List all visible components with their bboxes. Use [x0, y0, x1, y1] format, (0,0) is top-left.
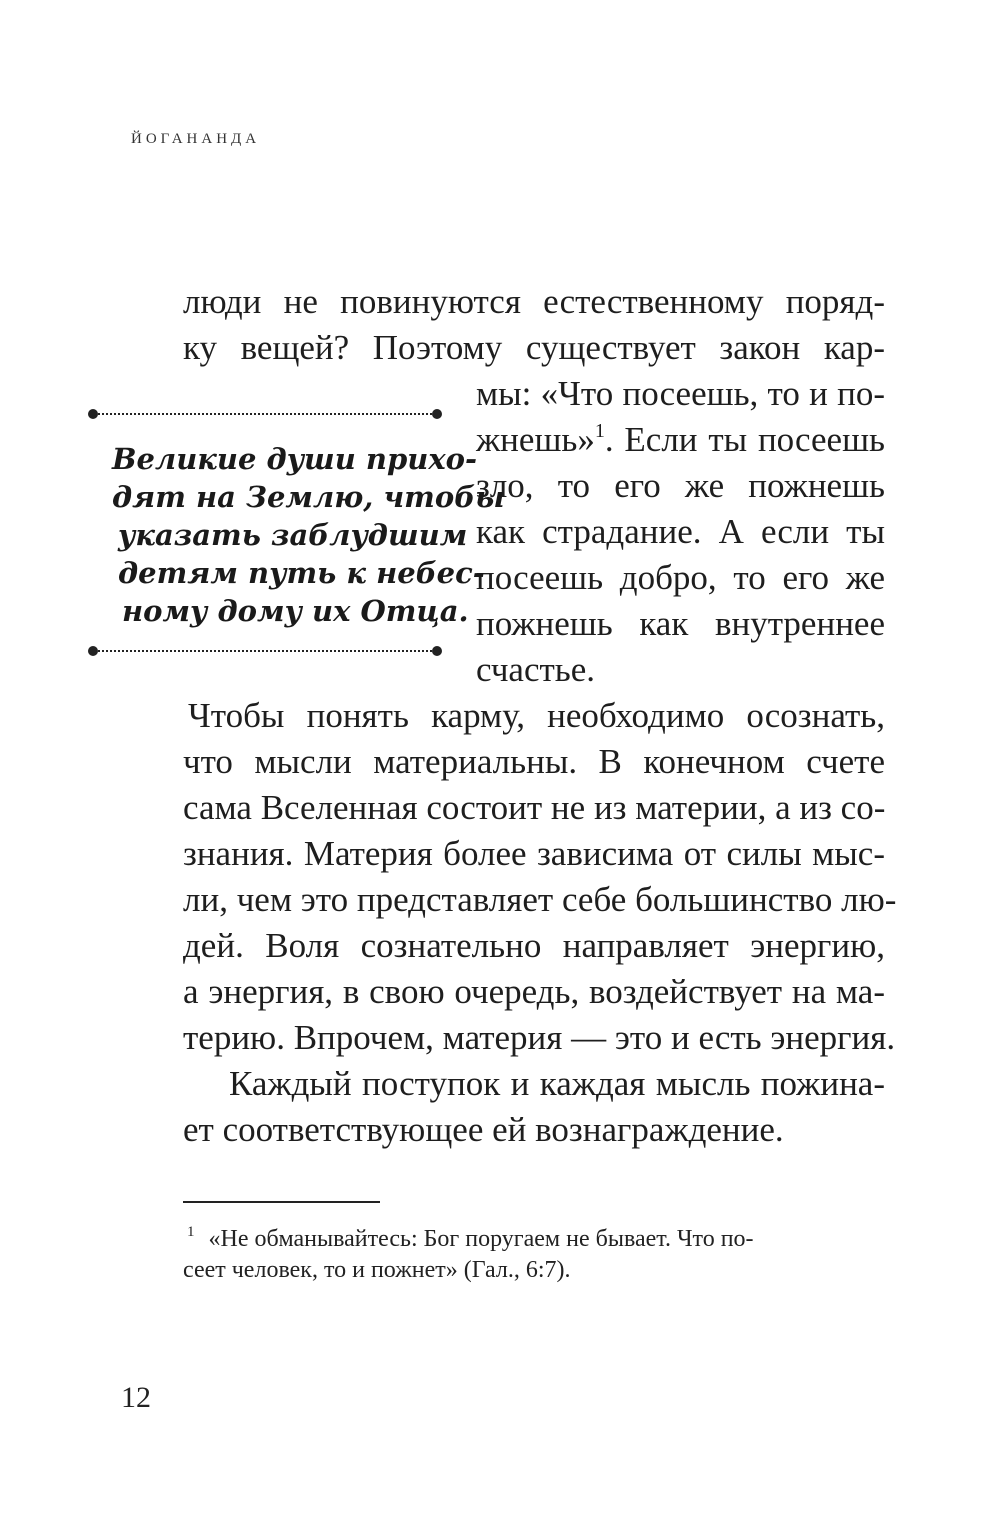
body-line: как страдание. А если ты — [476, 512, 885, 551]
dotted-line — [94, 413, 436, 415]
body-line: счастье. — [476, 650, 596, 689]
body-line: знания. Материя более зависима от силы мыс- — [183, 834, 885, 873]
rule-dot — [432, 646, 442, 656]
body-line: зло, то его же пожнешь — [476, 466, 885, 505]
pull-quote-line: Великие души прихо- — [112, 442, 478, 476]
rule-dot — [432, 409, 442, 419]
body-line: пожнешь как внутреннее — [476, 604, 885, 643]
body-line: мы: «Что посеешь, то и по- — [476, 374, 885, 413]
footnote-line: сеет человек, то и пожнет» (Гал., 6:7). — [183, 1257, 571, 1283]
paragraph-start-line: Чтобы понять карму, необходимо осознать, — [188, 696, 885, 735]
body-line: терию. Впрочем, материя — это и есть энергия. — [183, 1018, 896, 1057]
body-line-segment: жнешь» — [476, 420, 595, 459]
body-line: дей. Воля сознательно направляет энергию, — [183, 926, 885, 965]
dotted-line — [94, 650, 436, 652]
body-line: ку вещей? Поэтому существует закон кар- — [183, 328, 885, 367]
footnote-marker: 1 — [187, 1224, 195, 1240]
footnote-line — [187, 1216, 754, 1255]
body-line — [476, 420, 885, 460]
body-line: сама Вселенная состоит не из материи, а из со- — [183, 788, 886, 827]
page-number: 12 — [121, 1381, 151, 1414]
pull-quote-line: дят на Землю, чтобы — [112, 480, 505, 514]
pull-quote-line: детям путь к небес- — [118, 556, 485, 590]
footnote-reference[interactable]: 1 — [594, 420, 605, 442]
body-line: люди не повинуются естественному поряд- — [183, 282, 885, 321]
footnote-separator — [183, 1201, 380, 1203]
footnote-text: «Не обманывайтесь: Бог поругаем не бывает. Что по- — [208, 1226, 754, 1252]
body-line-segment: . Если ты посеешь — [604, 420, 885, 459]
body-line: ет соответствующее ей вознаграждение. — [183, 1110, 784, 1149]
pull-quote-line: указать заблудшим — [118, 518, 468, 552]
running-head: ЙОГАНАНДА — [131, 131, 261, 147]
body-line: посеешь добро, то его же — [476, 558, 885, 597]
paragraph-start-line: Каждый поступок и каждая мысль пожина- — [229, 1064, 885, 1103]
body-line: а энергия, в свою очередь, воздействует на ма- — [183, 972, 885, 1011]
pull-quote-bottom-rule — [88, 645, 442, 657]
body-line: ли, чем это представляет себе большинство лю- — [183, 880, 897, 919]
pull-quote-top-rule — [88, 408, 442, 420]
pull-quote-line: ному дому их Отца. — [122, 594, 469, 628]
body-line: что мысли материальны. В конечном счете — [183, 742, 885, 781]
